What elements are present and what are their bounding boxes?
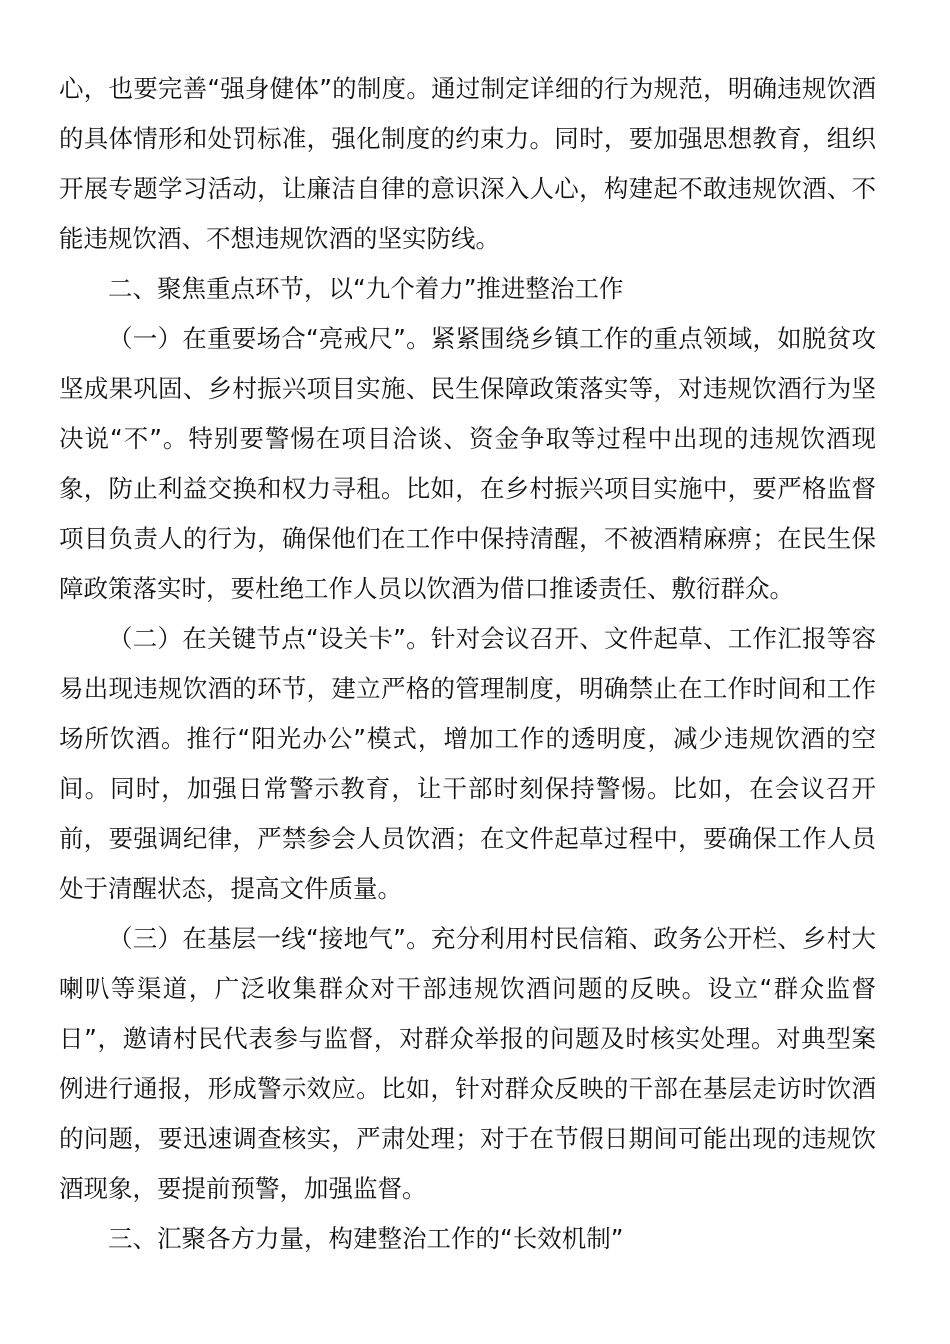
document-page	[59, 64, 876, 1264]
paragraph-item-3: （三）在基层一线“接地气”。充分利用村民信箱、政务公开栏、乡村大喇叭等渠道，广泛收集群众对干部违规饮酒问题的反映。设立“群众监督日”，邀请村民代表参与监督，对群众举报的问题及时核实处理。对典型案例进行通报，形成警示效应。比如，针对群众反映的干部在基层走访时饮酒的问题，要迅速调查核实，严肃处理；对于在节假日期间可能出现的违规饮酒现象，要提前预警，加强监督。	[59, 924, 876, 1203]
paragraph-item-1: （一）在重要场合“亮戒尺”。紧紧围绕乡镇工作的重点领域，如脱贫攻坚成果巩固、乡村振兴项目实施、民生保障政策落实等，对违规饮酒行为坚决说“不”。特别要警惕在项目洽谈、资金争取等过程中出现的违规饮酒现象，防止利益交换和权力寻租。比如，在乡村振兴项目实施中，要严格监督项目负责人的行为，确保他们在工作中保持清醒，不被酒精麻痹；在民生保障政策落实时，要杜绝工作人员以饮酒为借口推诿责任、敷衍群众。	[59, 324, 876, 603]
paragraph-item-2: （二）在关键节点“设关卡”。针对会议召开、文件起草、工作汇报等容易出现违规饮酒的环节，建立严格的管理制度，明确禁止在工作时间和工作场所饮酒。推行“阳光办公”模式，增加工作的透明度，减少违规饮酒的空间。同时，加强日常警示教育，让干部时刻保持警惕。比如，在会议召开前，要强调纪律，严禁参会人员饮酒；在文件起草过程中，要确保工作人员处于清醒状态，提高文件质量。	[59, 624, 876, 903]
section-heading-3: 三、汇聚各方力量，构建整治工作的“长效机制”	[108, 1224, 624, 1253]
section-heading-2: 二、聚焦重点环节，以“九个着力”推进整治工作	[108, 274, 624, 303]
paragraph-continuation: 心，也要完善“强身健体”的制度。通过制定详细的行为规范，明确违规饮酒的具体情形和处罚标准，强化制度的约束力。同时，要加强思想教育，组织开展专题学习活动，让廉洁自律的意识深入人心，构建起不敢违规饮酒、不能违规饮酒、不想违规饮酒的坚实防线。	[59, 74, 876, 253]
